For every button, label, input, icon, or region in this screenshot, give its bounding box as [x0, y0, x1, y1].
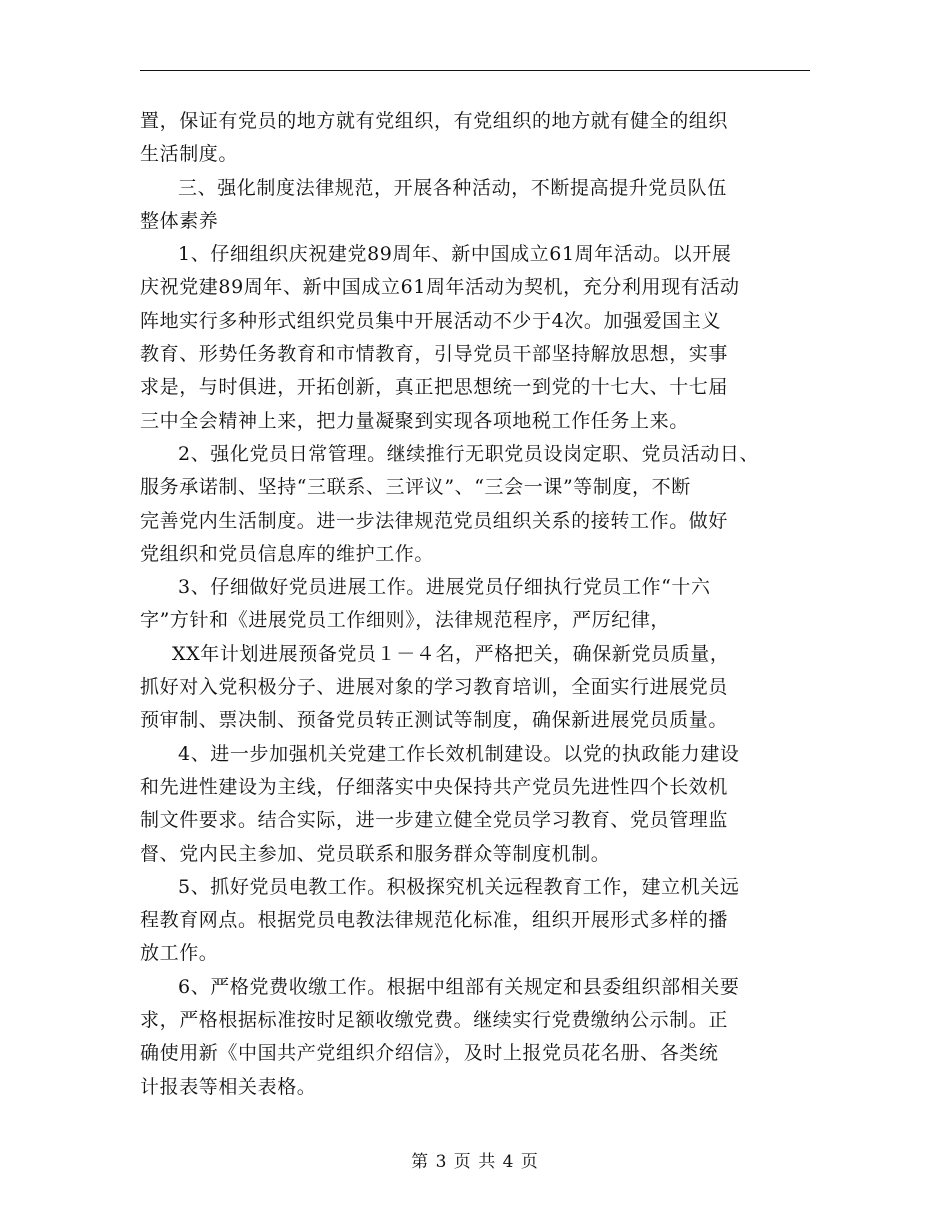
paragraph-2-start: 2、强化党员日常管理。继续推行无职党员设岗定职、党员活动日、	[178, 442, 760, 465]
text-line: 计报表等相关表格。	[140, 1075, 317, 1098]
document-body	[140, 105, 830, 1104]
paragraph-5-start: 5、抓好党员电教工作。积极探究机关远程教育工作，建立机关远	[178, 875, 740, 898]
page-number: 第 3 页 共 4 页	[411, 1152, 539, 1172]
paragraph-6-start: 6、严格党费收缴工作。根据中组部有关规定和县委组织部相关要	[178, 975, 740, 998]
text-line: 庆祝党建89周年、新中国成立61周年活动为契机，充分利用现有活动	[140, 276, 740, 299]
text-line: 抓好对入党积极分子、进展对象的学习教育培训，全面实行进展党员	[140, 676, 729, 699]
paragraph-3-start: 3、仔细做好党员进展工作。进展党员仔细执行党员工作“十六	[178, 576, 711, 599]
text-line: XX年计划进展预备党员１－４名，严格把关，确保新党员质量，	[172, 642, 730, 665]
text-line: 求是，与时俱进，开拓创新，真正把思想统一到党的十七大、十七届	[140, 376, 729, 399]
text-line: 三中全会精神上来，把力量凝聚到实现各项地税工作任务上来。	[140, 409, 689, 432]
text-line: 阵地实行多种形式组织党员集中开展活动不少于4次。加强爱国主义	[140, 309, 722, 332]
text-line: 督、党内民主参加、党员联系和服务群众等制度机制。	[140, 842, 611, 865]
text-line: 字”方针和《进展党员工作细则》，法律规范程序，严厉纪律，	[140, 609, 671, 632]
text-line: 和先进性建设为主线，仔细落实中央保持共产党员先进性四个长效机	[140, 775, 729, 798]
text-line: 求，严格根据标准按时足额收缴党费。继续实行党费缴纳公示制。正	[140, 1009, 729, 1032]
section-heading: 三、强化制度法律规范，开展各种活动，不断提高提升党员队伍	[178, 176, 727, 199]
text-line: 确使用新《中国共产党组织介绍信》，及时上报党员花名册、各类统	[140, 1042, 719, 1065]
text-line: 服务承诺制、坚持“三联系、三评议”、“三会一课”等制度，不断	[140, 476, 691, 499]
text-line: 预审制、票决制、预备党员转正测试等制度，确保新进展党员质量。	[140, 709, 729, 732]
text-line: 教育、形势任务教育和市情教育，引导党员干部坚持解放思想，实事	[140, 343, 729, 366]
text-line: 完善党内生活制度。进一步法律规范党员组织关系的接转工作。做好	[140, 509, 729, 532]
text-line: 制文件要求。结合实际，进一步建立健全党员学习教育、党员管理监	[140, 809, 729, 832]
paragraph-1-start: 1、仔细组织庆祝建党89周年、新中国成立61周年活动。以开展	[178, 243, 732, 266]
text-line: 程教育网点。根据党员电教法律规范化标准，组织开展形式多样的播	[140, 909, 729, 932]
paragraph-4-start: 4、进一步加强机关党建工作长效机制建设。以党的执政能力建设	[178, 742, 740, 765]
text-line: 置，保证有党员的地方就有党组织，有党组织的地方就有健全的组织	[140, 110, 729, 132]
header-rule	[140, 70, 810, 71]
section-heading-continued: 整体素养	[140, 209, 219, 232]
text-line: 放工作。	[140, 942, 219, 965]
text-line: 党组织和党员信息库的维护工作。	[140, 542, 435, 565]
text-line: 生活制度。	[140, 143, 239, 166]
